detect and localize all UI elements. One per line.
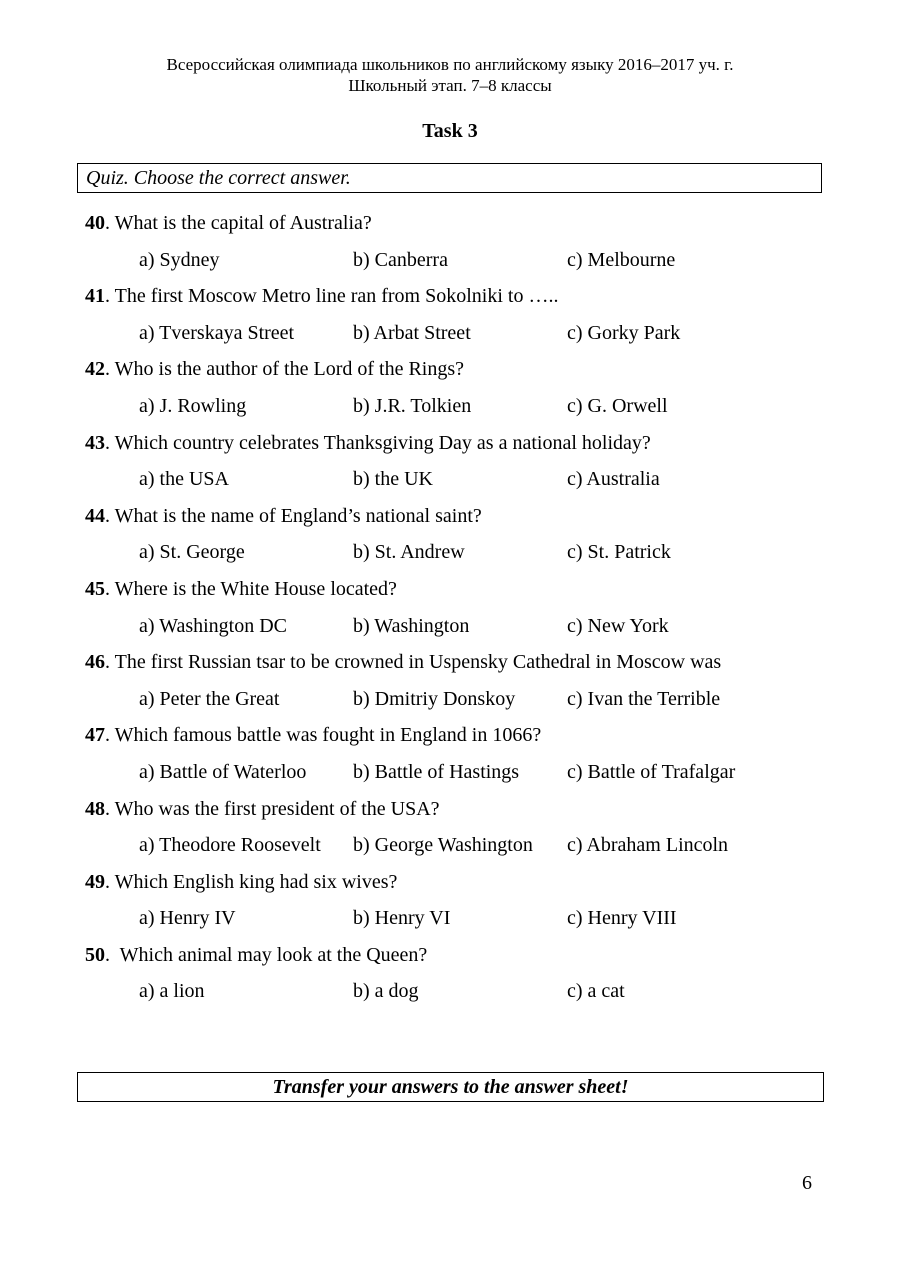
answer-options xyxy=(85,534,845,571)
question-number: 42 xyxy=(85,358,105,381)
question xyxy=(85,278,845,315)
option-a: a) Washington DC xyxy=(139,614,288,637)
option-c: c) Battle of Trafalgar xyxy=(567,760,736,783)
option-a: a) Henry IV xyxy=(139,907,236,930)
question-text: . Which famous battle was fought in England in 1066? xyxy=(105,724,542,747)
option-a: a) J. Rowling xyxy=(139,394,247,417)
option-c: c) Melbourne xyxy=(567,248,676,271)
option-b: b) Henry VI xyxy=(353,907,451,930)
question-number: 41 xyxy=(85,285,105,308)
question-number: 43 xyxy=(85,431,105,454)
question-text: . Which country celebrates Thanksgiving Day as a national holiday? xyxy=(105,431,651,454)
answer-options xyxy=(85,900,845,937)
question xyxy=(85,205,845,242)
question-text: . Who was the first president of the USA? xyxy=(105,797,440,820)
option-c: c) Henry VIII xyxy=(567,907,677,930)
question-text: . Who is the author of the Lord of the Rings? xyxy=(105,358,465,381)
option-a: a) St. George xyxy=(139,541,245,564)
option-a: a) a lion xyxy=(139,980,205,1003)
option-c: c) G. Orwell xyxy=(567,394,668,417)
answer-options xyxy=(85,388,845,425)
option-c: c) a cat xyxy=(567,980,625,1003)
option-b: b) Canberra xyxy=(353,248,448,271)
question-number: 47 xyxy=(85,724,105,747)
answer-sheet-note: Transfer your answers to the answer sheet! xyxy=(77,1072,824,1102)
question xyxy=(85,498,845,535)
page-number: 6 xyxy=(802,1172,812,1194)
question-number: 44 xyxy=(85,504,105,527)
instruction-box: Quiz. Choose the correct answer. xyxy=(77,163,822,193)
question xyxy=(85,644,845,681)
option-b: b) a dog xyxy=(353,980,419,1003)
question xyxy=(85,425,845,462)
option-b: b) Washington xyxy=(353,614,470,637)
option-a: a) Peter the Great xyxy=(139,687,280,710)
option-c: c) St. Patrick xyxy=(567,541,671,564)
option-a: a) Battle of Waterloo xyxy=(139,760,307,783)
option-c: c) Gorky Park xyxy=(567,321,681,344)
question-number: 46 xyxy=(85,651,105,674)
question xyxy=(85,864,845,901)
task-title: Task 3 xyxy=(422,120,478,142)
question xyxy=(85,791,845,828)
question-text: . What is the capital of Australia? xyxy=(105,212,372,234)
question xyxy=(85,571,845,608)
question-number: 50 xyxy=(85,943,105,966)
option-c: c) Abraham Lincoln xyxy=(567,834,729,857)
option-b: b) St. Andrew xyxy=(353,541,465,564)
question-text: . The first Russian tsar to be crowned in Uspensky Cathedral in Moscow was xyxy=(105,651,722,674)
answer-options xyxy=(85,461,845,498)
question-list xyxy=(85,205,845,1010)
option-c: c) Australia xyxy=(567,468,660,491)
answer-options xyxy=(85,315,845,352)
option-b: b) the UK xyxy=(353,468,433,491)
question-text: . Which animal may look at the Queen? xyxy=(105,943,428,966)
option-a: a) Tverskaya Street xyxy=(139,321,295,344)
option-a: a) Sydney xyxy=(139,248,220,271)
question-number: 49 xyxy=(85,870,105,893)
question-number: 45 xyxy=(85,577,105,600)
question xyxy=(85,717,845,754)
option-b: b) George Washington xyxy=(353,834,533,857)
option-b: b) Battle of Hastings xyxy=(353,760,520,783)
question xyxy=(85,351,845,388)
question-text: . Which English king had six wives? xyxy=(105,870,398,893)
question-number: 40 xyxy=(85,212,105,234)
answer-options xyxy=(85,754,845,791)
question-text: . The first Moscow Metro line ran from Sokolniki to ….. xyxy=(105,285,559,308)
option-c: c) New York xyxy=(567,614,669,637)
question-text: . Where is the White House located? xyxy=(105,577,397,600)
option-c: c) Ivan the Terrible xyxy=(567,687,721,710)
question-text: . What is the name of England’s national saint? xyxy=(105,504,482,527)
option-b: b) Arbat Street xyxy=(353,321,471,344)
answer-options xyxy=(85,973,845,1010)
option-b: b) J.R. Tolkien xyxy=(353,394,472,417)
document-header xyxy=(0,54,900,96)
option-a: a) the USA xyxy=(139,468,229,491)
header-line-1: Всероссийская олимпиада школьников по английскому языку 2016–2017 уч. г. xyxy=(166,55,734,74)
answer-options xyxy=(85,242,845,279)
header-line-2: Школьный этап. 7–8 классы xyxy=(348,76,552,95)
answer-options xyxy=(85,681,845,718)
question-number: 48 xyxy=(85,797,105,820)
answer-options xyxy=(85,608,845,645)
answer-options xyxy=(85,827,845,864)
question xyxy=(85,937,845,974)
option-a: a) Theodore Roosevelt xyxy=(139,834,321,857)
option-b: b) Dmitriy Donskoy xyxy=(353,687,516,710)
